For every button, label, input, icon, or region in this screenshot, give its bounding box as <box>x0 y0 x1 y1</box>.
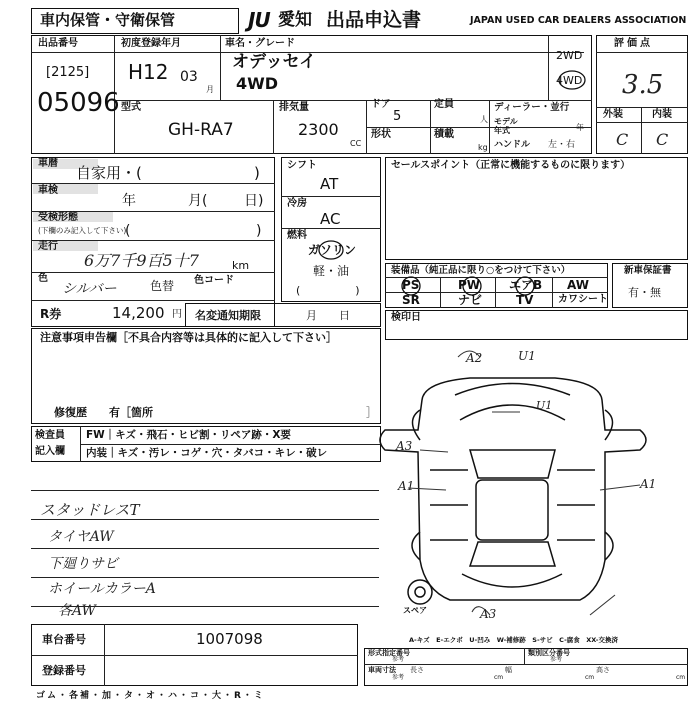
cut-off-row: ゴム・各補・加・タ・オ・ハ・コ・大・R・ミ <box>36 691 265 701</box>
notice-label: 注意事項申告欄［不具合内容等は具体的に記入して下さい］ <box>40 331 337 344</box>
first-registration-label: 初度登録年月 <box>121 38 181 49</box>
capacity-label: 定員 <box>434 99 454 110</box>
color-label: 色 <box>38 273 48 284</box>
person-unit: 人 <box>480 115 488 124</box>
inspector-label-2: 記入欄 <box>35 446 65 457</box>
history-value: 自家用・( <box>76 164 142 182</box>
doors: 5 <box>393 109 402 124</box>
drive-2wd: 2WD <box>556 49 583 62</box>
sales-point-label: セールスポイント（正常に機能するものに限ります） <box>391 160 631 171</box>
inspection-label: 車検 <box>38 185 58 196</box>
drive-4wd: 4WD <box>556 74 583 87</box>
fuel-label: 燃料 <box>287 230 307 241</box>
notify-label: 名変通知期限 <box>195 309 261 322</box>
yen-unit: 円 <box>172 309 182 320</box>
ju-logo: JU <box>248 8 270 32</box>
color-change: 色替 <box>150 279 175 293</box>
cc-unit: CC <box>350 139 362 148</box>
warranty-label: 新車保証書 <box>624 265 672 276</box>
ac-label: 冷房 <box>287 198 307 209</box>
fw-row: FW｜キズ・飛石・ヒビ割・リペア跡・X要 <box>86 429 291 441</box>
height-cm: cm <box>676 674 686 681</box>
damage-legend: A-キズ E-エクボ U-凹み W-補修跡 S-サビ C-腐食 XX-交換済 <box>409 636 618 644</box>
shape-label: 形状 <box>371 129 391 140</box>
note-line-4: ホイールカラーA <box>48 581 156 597</box>
model-year-label-2: 年式 <box>494 126 510 135</box>
model-year-label-1: モデル <box>494 117 518 126</box>
org-english: JAPAN USED CAR DEALERS ASSOCIATION <box>470 15 687 26</box>
r-ticket-label: R券 <box>40 307 62 321</box>
mark-a3-left: A3 <box>396 439 413 453</box>
dealer-label: ディーラー・並行 <box>494 102 570 113</box>
inspection-month: 月( <box>188 193 208 209</box>
org-name: 愛知 <box>278 10 312 30</box>
dimensions-label: 車両寸法 <box>368 666 396 674</box>
fuel-gasoline: ガソリン <box>308 243 357 257</box>
equip-aw: AW <box>567 278 589 292</box>
width-label: 幅 <box>505 666 512 674</box>
repair-label: 修復歴 有［箇所 <box>54 406 153 419</box>
exterior-grade: C <box>616 130 629 149</box>
mark-a1-right: A1 <box>640 477 657 491</box>
repair-close: ］ <box>366 406 377 419</box>
reg-number-label: 登録番号 <box>42 664 86 677</box>
color-handwritten: シルバー <box>62 281 117 297</box>
equip-pw: PW <box>458 278 481 292</box>
history-label: 車暦 <box>38 158 58 169</box>
mileage-handwritten: 6万7千9百5十7 <box>84 251 199 270</box>
score: 3.5 <box>622 70 664 100</box>
equipment-title: 装備品（純正品に限り○をつけて下さい） <box>391 265 571 276</box>
displacement: 2300 <box>298 120 339 139</box>
interior-label: 内装 <box>652 109 672 120</box>
displacement-label: 排気量 <box>279 102 309 113</box>
ac-value: AC <box>320 210 341 228</box>
length-cm: cm <box>494 674 504 681</box>
width-cm: cm <box>585 674 595 681</box>
equip-leather-seat: カワシート <box>558 294 608 305</box>
mark-a3-rear: A3 <box>480 607 497 621</box>
lot-bracket: [2125] <box>46 65 90 80</box>
interior-row: 内装｜キズ・汚レ・コゲ・穴・タバコ・キレ・破レ <box>86 447 328 459</box>
class-ref: 参考 <box>550 656 563 663</box>
handle-label: ハンドル <box>494 140 531 150</box>
spare-label: スペア <box>403 606 427 615</box>
inspector-label-1: 検査員 <box>35 430 65 441</box>
equip-navi: ナビ <box>458 293 483 307</box>
warranty-value: 有・無 <box>628 286 661 299</box>
equip-airbag: エアB <box>509 278 543 292</box>
fuel-diesel: 軽・油 <box>313 264 350 278</box>
note-line-5: 各AW <box>58 603 96 619</box>
lot-number: 05096 <box>37 88 120 118</box>
notify-value: 月 日 <box>306 309 350 322</box>
receive-note: (下欄のみ記入して下さい) <box>38 226 127 235</box>
r-ticket-value: 14,200 <box>112 304 165 322</box>
mark-a1-left: A1 <box>398 479 415 493</box>
management-type: 車内保管・守衛保管 <box>40 11 176 29</box>
year-suffix: 年 <box>576 123 584 132</box>
dimensions-ref: 参考 <box>392 674 405 681</box>
form-title: 出品申込書 <box>326 9 422 31</box>
model-code: GH-RA7 <box>168 120 234 140</box>
equip-ps: PS <box>402 278 420 292</box>
chassis-number: 1007098 <box>196 630 263 648</box>
score-label: 評価点 <box>614 38 653 49</box>
height-label: 高さ <box>596 666 610 674</box>
note-line-1: スタッドレスT <box>40 501 140 519</box>
form-designation-label: 形式指定番号 <box>368 649 410 657</box>
shift-label: シフト <box>287 160 317 171</box>
load-label: 積載 <box>434 129 454 140</box>
car-name-label: 車名・グレード <box>225 38 295 49</box>
registration-era: H12 <box>128 60 169 84</box>
car-grade: 4WD <box>236 74 279 93</box>
km-unit: km <box>232 259 250 272</box>
car-name: オデッセイ <box>232 52 317 72</box>
form-ref: 参考 <box>392 656 405 663</box>
color-code-label: 色コード <box>194 275 234 286</box>
chassis-label: 車台番号 <box>42 633 86 646</box>
receive-close: ) <box>256 223 262 239</box>
receive-label: 受検形態 <box>38 212 78 223</box>
note-line-2: タイヤAW <box>48 529 114 545</box>
inspection-year: 年 <box>122 193 136 209</box>
length-label: 長さ <box>410 666 424 674</box>
lot-number-label: 出品番号 <box>38 38 78 49</box>
equip-sr: SR <box>402 293 420 307</box>
mileage-label: 走行 <box>38 241 58 252</box>
note-line-3: 下廻りサビ <box>48 556 118 572</box>
exterior-label: 外装 <box>603 109 623 120</box>
mark-u1-hood: U1 <box>536 399 553 412</box>
kg-unit: kg <box>478 143 488 152</box>
inspector-date-label: 検印日 <box>391 312 421 323</box>
class-number-label: 類別区分番号 <box>528 649 570 657</box>
history-close: ) <box>254 164 260 182</box>
month-suffix: 月 <box>206 85 214 94</box>
interior-grade: C <box>656 130 669 149</box>
handle-options: 左・右 <box>548 140 576 150</box>
registration-month: 03 <box>180 69 198 85</box>
equip-tv: TV <box>516 293 534 307</box>
doors-label: ドア <box>371 99 391 110</box>
receive-value: ( <box>125 223 131 239</box>
fuel-paren: ( ) <box>296 284 360 297</box>
mark-u1-front: U1 <box>518 349 536 363</box>
model-label: 型式 <box>121 102 141 113</box>
inspection-day: 日) <box>244 193 264 209</box>
shift-value: AT <box>320 175 339 193</box>
mark-a2-front: A2 <box>466 351 483 365</box>
